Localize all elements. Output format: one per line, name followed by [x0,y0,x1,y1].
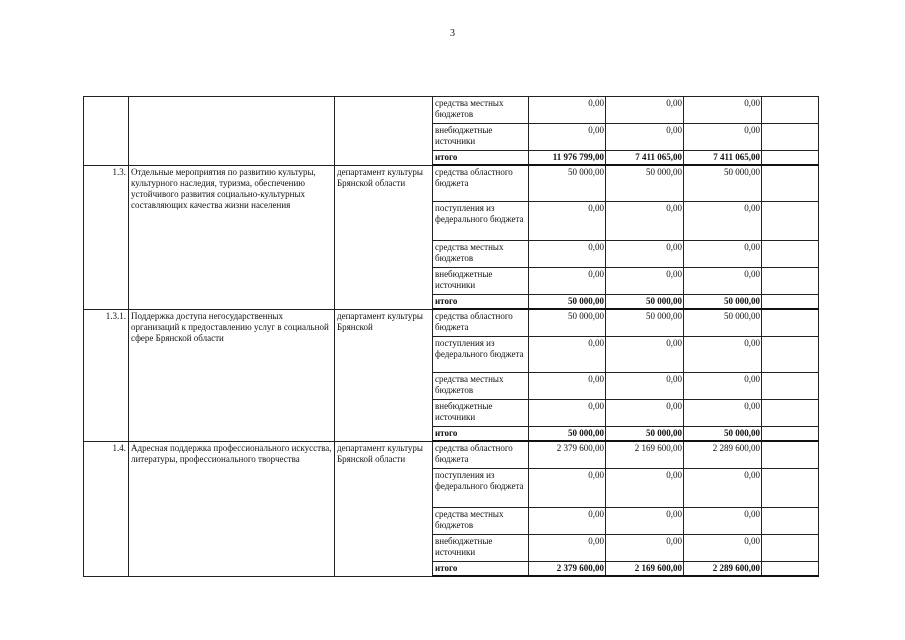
value-cell: 0,00 [684,97,762,124]
section-executor: департамент культуры Брянской [335,309,433,441]
section-executor: департамент культуры Брянской области [335,165,433,309]
value-cell: 0,00 [529,268,606,295]
source-cell: итого [433,151,529,166]
value-cell: 0,00 [529,202,606,241]
value-cell: 50 000,00 [684,309,762,337]
empty-cell [762,441,819,469]
section-number: 1.3. [84,165,129,309]
empty-cell [762,309,819,337]
executor-cell [335,97,433,166]
source-cell: поступления из федерального бюджета [433,337,529,373]
empty-cell [762,151,819,166]
empty-cell [762,241,819,268]
value-cell: 0,00 [529,373,606,400]
source-cell: средства местных бюджетов [433,508,529,535]
value-cell: 2 289 600,00 [684,441,762,469]
table-row [84,309,819,337]
value-cell: 2 169 600,00 [606,441,684,469]
source-cell: внебюджетные источники [433,400,529,427]
value-cell: 0,00 [529,508,606,535]
section-title: Поддержка доступа негосударственных организаций к предоставлению услуг в социальной сфере Брянской области [129,309,335,441]
source-cell: итого [433,427,529,442]
empty-cell [762,508,819,535]
value-cell: 0,00 [606,337,684,373]
value-cell: 0,00 [529,241,606,268]
value-cell: 7 411 065,00 [606,151,684,166]
empty-cell [762,165,819,202]
value-cell: 0,00 [529,469,606,508]
empty-cell [762,562,819,577]
value-cell: 0,00 [606,535,684,562]
value-cell: 0,00 [606,469,684,508]
value-cell: 0,00 [684,241,762,268]
value-cell: 50 000,00 [529,165,606,202]
value-cell: 0,00 [606,97,684,124]
empty-cell [762,268,819,295]
empty-cell [762,97,819,124]
table-row [84,165,819,202]
source-cell: средства местных бюджетов [433,97,529,124]
empty-cell [762,535,819,562]
page-number: 3 [450,28,455,39]
empty-cell [762,124,819,151]
value-cell: 2 379 600,00 [529,562,606,577]
value-cell: 0,00 [606,373,684,400]
value-cell: 50 000,00 [529,295,606,310]
value-cell: 0,00 [529,124,606,151]
value-cell: 0,00 [606,241,684,268]
value-cell: 0,00 [684,124,762,151]
title-cell [129,97,335,166]
source-cell: внебюджетные источники [433,268,529,295]
value-cell: 0,00 [684,202,762,241]
table-row [84,441,819,469]
value-cell: 50 000,00 [684,295,762,310]
value-cell: 50 000,00 [606,427,684,442]
section-title: Отдельные мероприятия по развитию культуры, культурного наследия, туризма, обеспечению устойчивого развития социально-культурных составляющих качества жизни населения [129,165,335,309]
value-cell: 2 379 600,00 [529,441,606,469]
value-cell: 2 169 600,00 [606,562,684,577]
value-cell: 0,00 [684,337,762,373]
value-cell: 50 000,00 [529,309,606,337]
source-cell: средства местных бюджетов [433,241,529,268]
value-cell: 0,00 [684,535,762,562]
value-cell: 50 000,00 [684,165,762,202]
source-cell: итого [433,295,529,310]
empty-cell [762,469,819,508]
empty-cell [762,295,819,310]
value-cell: 0,00 [529,97,606,124]
table-row [84,97,819,124]
value-cell: 0,00 [684,508,762,535]
source-cell: средства областного бюджета [433,441,529,469]
value-cell: 0,00 [606,400,684,427]
value-cell: 50 000,00 [529,427,606,442]
value-cell: 0,00 [684,268,762,295]
source-cell: поступления из федерального бюджета [433,202,529,241]
source-cell: итого [433,562,529,577]
value-cell: 0,00 [529,400,606,427]
source-cell: средства областного бюджета [433,309,529,337]
source-cell: поступления из федерального бюджета [433,469,529,508]
value-cell: 0,00 [684,373,762,400]
section-number: 1.4. [84,441,129,576]
value-cell: 50 000,00 [606,295,684,310]
value-cell: 0,00 [606,268,684,295]
section-number: 1.3.1. [84,309,129,441]
budget-table [83,96,819,577]
empty-cell [762,373,819,400]
empty-cell [762,202,819,241]
value-cell: 0,00 [606,124,684,151]
empty-cell [762,337,819,373]
value-cell: 50 000,00 [606,309,684,337]
value-cell: 2 289 600,00 [684,562,762,577]
section-title: Адресная поддержка профессионального искусства, литературы, профессионального творчества [129,441,335,576]
number-cell [84,97,129,166]
value-cell: 0,00 [684,469,762,508]
empty-cell [762,400,819,427]
source-cell: внебюджетные источники [433,535,529,562]
value-cell: 7 411 065,00 [684,151,762,166]
value-cell: 0,00 [606,202,684,241]
empty-cell [762,427,819,442]
source-cell: средства местных бюджетов [433,373,529,400]
value-cell: 0,00 [606,508,684,535]
source-cell: средства областного бюджета [433,165,529,202]
value-cell: 0,00 [529,337,606,373]
value-cell: 50 000,00 [606,165,684,202]
value-cell: 0,00 [684,400,762,427]
value-cell: 0,00 [529,535,606,562]
value-cell: 50 000,00 [684,427,762,442]
value-cell: 11 976 799,00 [529,151,606,166]
source-cell: внебюджетные источники [433,124,529,151]
section-executor: департамент культуры Брянской области [335,441,433,576]
